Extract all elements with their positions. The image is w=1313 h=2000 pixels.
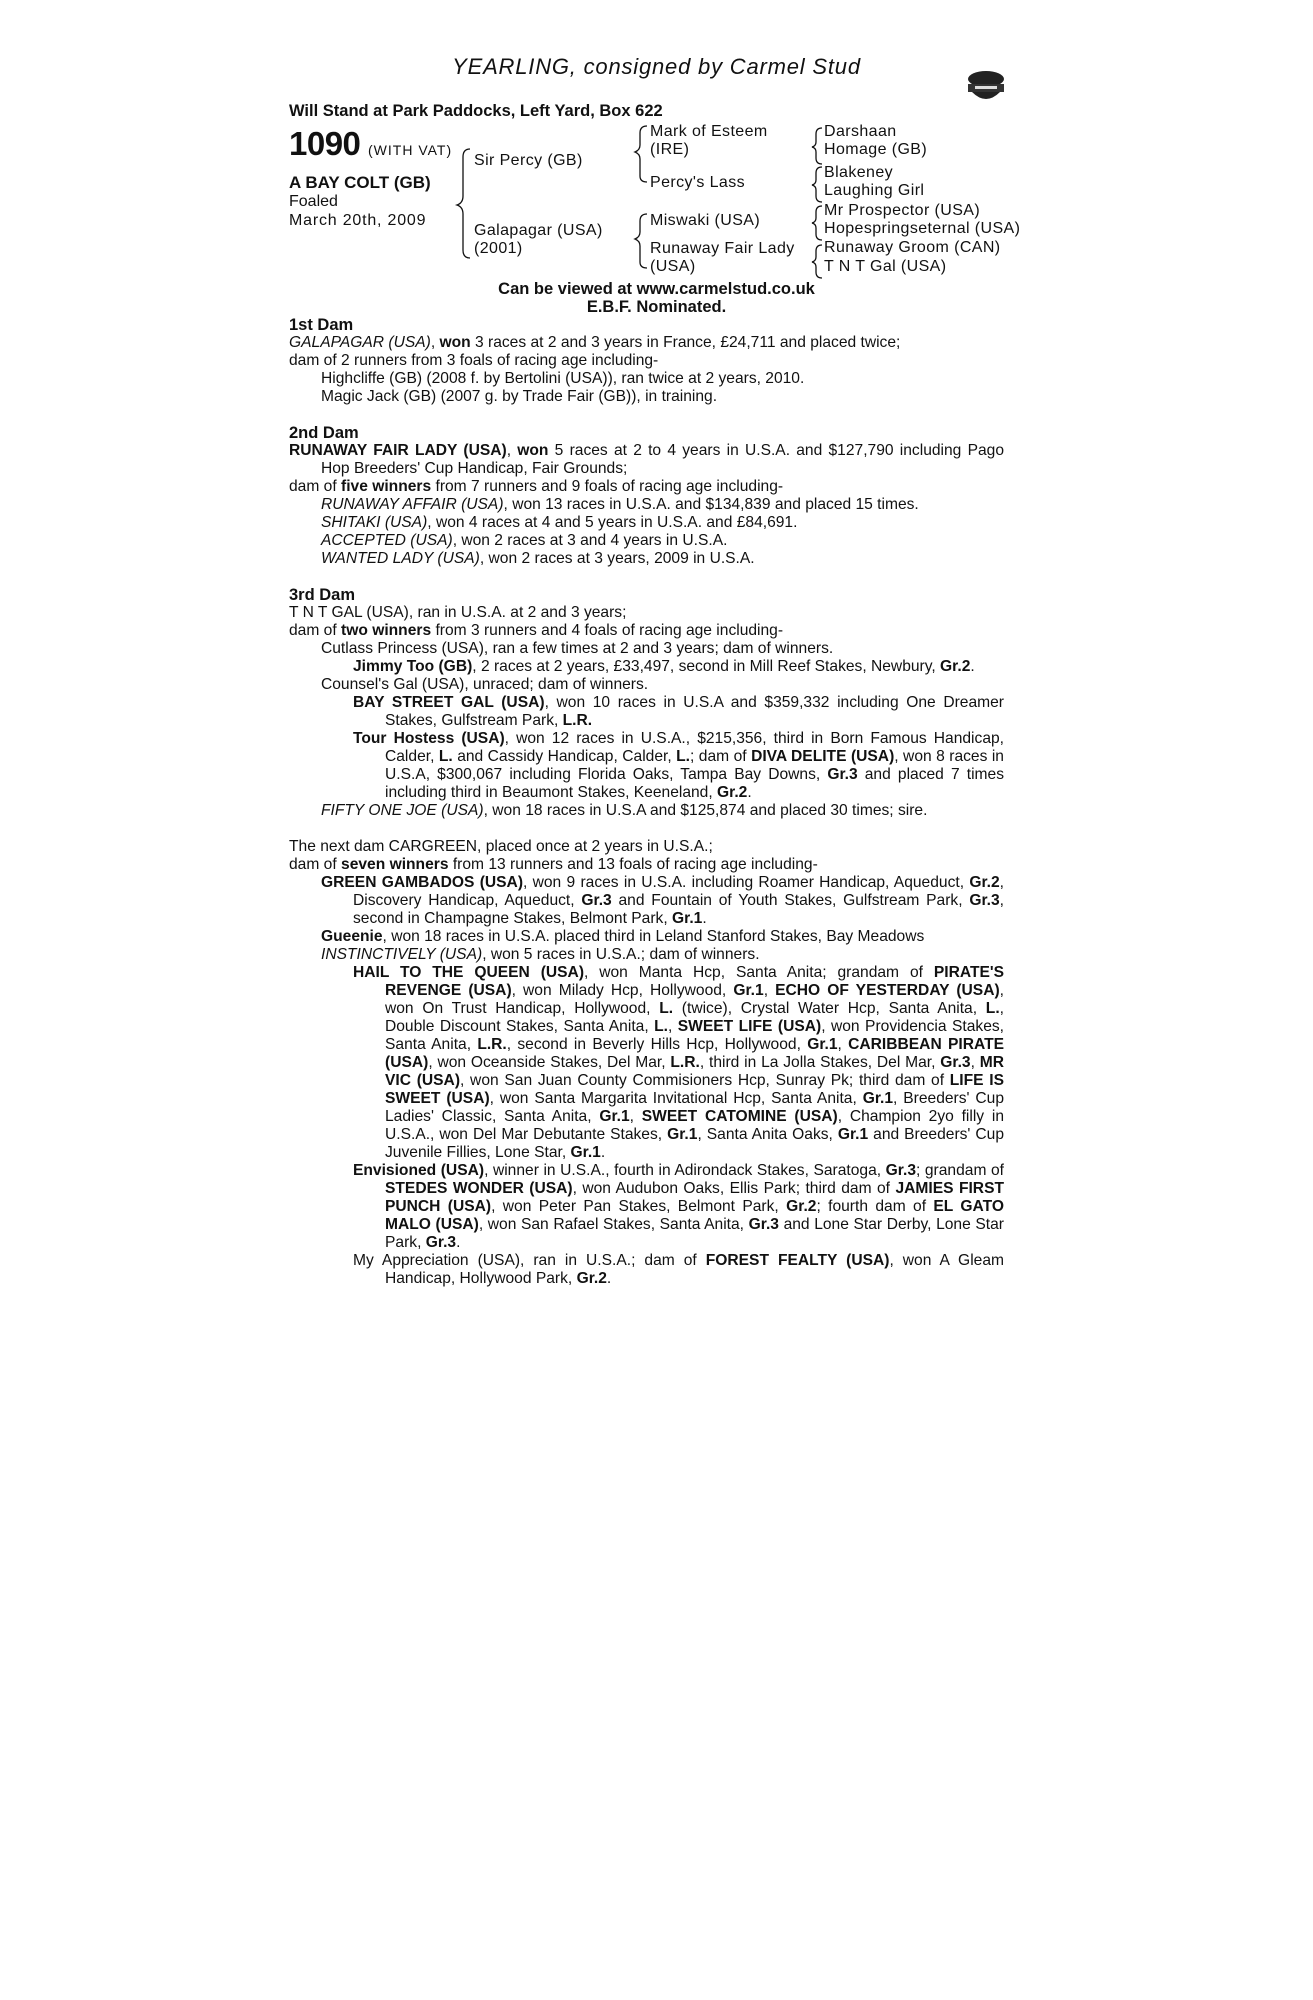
text: , won Oceanside Stakes, Del Mar, (428, 1054, 671, 1071)
text: , won 4 races at 4 and 5 years in U.S.A. and £84,691. (427, 514, 798, 531)
text: , won 2 races at 3 years, 2009 in U.S.A. (479, 550, 755, 567)
grade: Gr.1 (671, 910, 703, 927)
text: , won Peter Pan Stakes, Belmont Park, (491, 1198, 787, 1215)
horse-name: GREEN GAMBADOS (USA) (321, 874, 524, 891)
viewing-note: Can be viewed at www.carmelstud.co.uk (498, 280, 815, 298)
grade: Gr.2 (717, 784, 748, 801)
record-text: including Pago Hop Breeders' Cup Handicap, Fair Grounds; (321, 442, 1005, 477)
grade: Gr.1 (570, 1144, 601, 1161)
produce-item (289, 1252, 1004, 1288)
produce-item (289, 496, 1004, 514)
text: and Cassidy Handicap, Calder, (452, 748, 677, 765)
lot-number: 1090 (289, 125, 361, 162)
sire: Sir Percy (GB) (474, 152, 583, 169)
text: . (600, 1144, 606, 1161)
text: , (667, 1018, 678, 1035)
sire-dam: Percy's Lass (650, 174, 745, 191)
winner-count: five winners (341, 478, 432, 495)
grade: Gr.1 (837, 1126, 869, 1143)
horse-name: RUNAWAY AFFAIR (USA) (321, 496, 504, 513)
text: ; grandam of (916, 1162, 1004, 1179)
sire-sire-country: (IRE) (650, 141, 690, 158)
won-text: won (517, 442, 549, 459)
produce-item: Counsel's Gal (USA), unraced; dam of winners. (321, 676, 649, 693)
second-dam-heading: 2nd Dam (289, 424, 359, 442)
text: , won On Trust Handicap, Hollywood, (385, 982, 1004, 1017)
won-text: won (439, 334, 471, 351)
text: ; fourth dam of (816, 1198, 934, 1215)
grade: Gr.1 (807, 1036, 838, 1053)
horse-name: Gueenie (321, 928, 383, 945)
grade: Gr.3 (827, 766, 858, 783)
dam-dam-country: (USA) (650, 258, 696, 275)
produce-item (289, 802, 1004, 820)
grade: L. (985, 1000, 1000, 1017)
dam-dam: Runaway Fair Lady (650, 240, 795, 257)
text: from 7 runners and 9 foals of racing age including- (431, 478, 784, 495)
text: . (456, 1234, 461, 1251)
text: , won 9 races in U.S.A. including Roamer Handicap, Aqueduct, (523, 874, 970, 891)
grade: Gr.3 (940, 1054, 971, 1071)
text: and Breeders' Cup Juvenile Fillies, Lone Star, (385, 1126, 1004, 1161)
text: , won Manta Hcp, Santa Anita; grandam of (584, 964, 934, 981)
text: , won 8 races in U.S.A, $300,067 including Florida Oaks, Tampa Bay Downs, (385, 748, 1004, 783)
produce-item (289, 1162, 1004, 1252)
text: , second in Beverly Hills Hcp, Hollywood, (506, 1036, 808, 1053)
horse-name: FOREST FEALTY (USA) (705, 1252, 890, 1269)
horse-name: Jimmy Too (GB) (353, 658, 473, 675)
dam-year: (2001) (474, 240, 523, 257)
ped-ddd: T N T Gal (USA) (824, 258, 947, 275)
text: , second in Champagne Stakes, Belmont Park, (353, 892, 1005, 927)
grade: Gr.3 (425, 1234, 457, 1251)
text: , won 2 races at 3 and 4 years in U.S.A. (452, 532, 728, 549)
horse-name: JAMIES FIRST PUNCH (USA) (385, 1180, 1004, 1215)
grade: Gr.1 (733, 982, 764, 999)
ped-dsd: Hopespringseternal (USA) (824, 220, 1021, 237)
ped-dss: Mr Prospector (USA) (824, 202, 981, 219)
third-dam-record: T N T GAL (USA), ran in U.S.A. at 2 and 3 years; (289, 604, 627, 621)
text: , Double Discount Stakes, Santa Anita, (385, 1000, 1004, 1035)
grade: L. (659, 1000, 674, 1017)
text: , Discovery Handicap, Aqueduct, (353, 874, 1004, 909)
text: , won Providencia Stakes, Santa Anita, (385, 1018, 1004, 1053)
produce-item: Highcliffe (GB) (2008 f. by Bertolini (USA)), ran twice at 2 years, 2010. (321, 370, 805, 387)
text: , won 12 races in U.S.A., $215,356, third in Born Famous Handicap, Calder, (385, 730, 1004, 765)
text: , won 5 races in U.S.A.; dam of winners. (482, 946, 760, 963)
produce-item (289, 658, 1004, 676)
ped-sss: Darshaan (824, 123, 897, 140)
winner-count: seven winners (341, 856, 449, 873)
text: and placed 7 times including third in Beaumont Stakes, Keeneland, (385, 766, 1004, 801)
grade: Gr.2 (940, 658, 971, 675)
text: , winner in U.S.A., fourth in Adirondack Stakes, Saratoga, (484, 1162, 886, 1179)
horse-name: ACCEPTED (USA) (321, 532, 453, 549)
horse-name: Envisioned (USA) (353, 1162, 485, 1179)
produce-summary (289, 856, 1004, 874)
text: , won 18 races in U.S.A and $125,874 and placed 30 times; sire. (483, 802, 928, 819)
grade: L.R. (562, 712, 593, 729)
text: , won 18 races in U.S.A. placed third in Leland Stanford Stakes, Bay Meadows (382, 928, 925, 945)
horse-name: SWEET CATOMINE (USA) (641, 1108, 838, 1125)
ped-dds: Runaway Groom (CAN) (824, 239, 1001, 256)
text: , won Santa Margarita Invitational Hcp, Santa Anita, (489, 1090, 863, 1107)
first-dam-record: GALAPAGAR (USA), won 3 races at 2 and 3 years in France, £24,711 and placed twice; (289, 334, 901, 351)
text: , (763, 982, 776, 999)
horse-name: INSTINCTIVELY (USA) (321, 946, 483, 963)
horse-name: LIFE IS SWEET (USA) (385, 1072, 1004, 1107)
record-text: 3 races at 2 and 3 years in France, £24,711 and placed twice; (470, 334, 901, 351)
grade: Gr.1 (862, 1090, 894, 1107)
text: . (970, 658, 975, 675)
dam-sire: Miswaki (USA) (650, 212, 761, 229)
text: dam of (289, 856, 342, 873)
horse-name: DIVA DELITE (USA) (751, 748, 895, 765)
ped-sdd: Laughing Girl (824, 182, 925, 199)
ped-ssd: Homage (GB) (824, 141, 928, 158)
text: , (970, 1054, 980, 1071)
grade: L.R. (477, 1036, 507, 1053)
grade: Gr.3 (969, 892, 1000, 909)
next-dam-record: The next dam CARGREEN, placed once at 2 years in U.S.A.; (289, 838, 713, 855)
produce-item (289, 928, 1004, 946)
grade: Gr.2 (969, 874, 1000, 891)
horse-name: PIRATE'S REVENGE (USA) (385, 964, 1004, 999)
produce-item: Magic Jack (GB) (2007 g. by Trade Fair (GB)), in training. (321, 388, 718, 405)
horse-name: HAIL TO THE QUEEN (USA) (353, 964, 585, 981)
grade: L. (676, 748, 690, 765)
foaled-date: March 20th, 2009 (289, 212, 427, 229)
record-text: 5 races at 2 to 4 years in U.S.A. and $127,790 (548, 442, 894, 459)
text: . (606, 1270, 612, 1287)
horse-name: SWEET LIFE (USA) (677, 1018, 822, 1035)
text: and Fountain of Youth Stakes, Gulfstream Park, (611, 892, 970, 909)
text: , 2 races at 2 years, £33,497, second in Mill Reef Stakes, Newbury, (472, 658, 941, 675)
text: , won 10 races in U.S.A and $359,332 including One Dreamer Stakes, Gulfstream Park, (385, 694, 1005, 729)
text: . (702, 910, 707, 927)
horse-name: MR VIC (USA) (385, 1054, 1005, 1089)
horse-description: A BAY COLT (GB) (289, 173, 431, 192)
vat-note: (WITH VAT) (368, 142, 453, 158)
text: , (629, 1108, 642, 1125)
text: . (747, 784, 752, 801)
text: dam of (289, 622, 342, 639)
horse-name: EL GATO MALO (USA) (385, 1198, 1004, 1233)
produce-item: Cutlass Princess (USA), ran a few times at 2 and 3 years; dam of winners. (321, 640, 834, 657)
grade: L.R. (670, 1054, 700, 1071)
text: , won A Gleam Handicap, Hollywood Park, (385, 1252, 1004, 1287)
horse-name: CARIBBEAN PIRATE (USA) (385, 1036, 1004, 1071)
text: from 13 runners and 13 foals of racing age including- (448, 856, 818, 873)
grade: L. (654, 1018, 668, 1035)
third-dam-heading: 3rd Dam (289, 586, 356, 604)
text: , won San Juan County Commisioners Hcp, Sunray Pk; third dam of (460, 1072, 950, 1089)
produce-item (289, 532, 1004, 550)
horse-name: FIFTY ONE JOE (USA) (321, 802, 484, 819)
stand-location: Will Stand at Park Paddocks, Left Yard, Box 622 (289, 102, 663, 120)
text: , won San Rafael Stakes, Santa Anita, (478, 1216, 749, 1233)
horse-name: SHITAKI (USA) (321, 514, 428, 531)
grade: Gr.2 (786, 1198, 817, 1215)
sire-sire: Mark of Esteem (650, 123, 768, 140)
second-dam-record: RUNAWAY FAIR LADY (USA), won 5 races at 2 to 4 years in U.S.A. and $127,790 including Pago Hop Breeders' Cup Handicap, Fair Grounds; (289, 442, 1005, 477)
ped-sds: Blakeney (824, 164, 894, 181)
produce-item (289, 874, 1004, 928)
horse-name: ECHO OF YESTERDAY (USA) (775, 982, 1000, 999)
text: (twice), Crystal Water Hcp, Santa Anita, (673, 1000, 986, 1017)
horse-name: GALAPAGAR (USA) (289, 334, 431, 351)
produce-item (289, 964, 1004, 1162)
grade: Gr.3 (885, 1162, 916, 1179)
text: , Breeders' Cup Ladies' Classic, Santa Anita, (385, 1090, 1005, 1125)
text: ; dam of (690, 748, 752, 765)
grade: Gr.2 (576, 1270, 607, 1287)
produce-item (289, 550, 1004, 568)
produce-summary (289, 622, 1004, 640)
first-dam-heading: 1st Dam (289, 316, 354, 334)
dam-line-text (289, 316, 1004, 1288)
text: , Santa Anita Oaks, (697, 1126, 838, 1143)
grade: Gr.3 (748, 1216, 779, 1233)
text: and Lone Star Derby, Lone Star Park, (385, 1216, 1004, 1251)
horse-name: RUNAWAY FAIR LADY (USA) (289, 442, 507, 459)
text: from 3 runners and 4 foals of racing age including- (431, 622, 784, 639)
foaled-label: Foaled (289, 193, 338, 210)
text: , won 13 races in U.S.A. and $134,839 and placed 15 times. (503, 496, 919, 513)
page-title: YEARLING, consigned by Carmel Stud (452, 54, 861, 79)
dam: Galapagar (USA) (474, 222, 603, 239)
horse-name: BAY STREET GAL (USA) (353, 694, 545, 711)
text: My Appreciation (USA), ran in U.S.A.; dam of (353, 1252, 706, 1269)
horse-name: STEDES WONDER (USA) (385, 1180, 573, 1197)
produce-item (289, 694, 1004, 730)
grade: Gr.1 (599, 1108, 630, 1125)
text: , third in La Jolla Stakes, Del Mar, (699, 1054, 941, 1071)
produce-item (289, 730, 1004, 802)
horse-name: Tour Hostess (USA) (353, 730, 505, 747)
grade: Gr.3 (581, 892, 612, 909)
grade: L. (438, 748, 453, 765)
winner-count: two winners (341, 622, 432, 639)
text: , Champion 2yo filly in U.S.A., won Del Mar Debutante Stakes, (385, 1108, 1004, 1143)
text: , (837, 1036, 849, 1053)
produce-item (289, 514, 1004, 532)
produce-item (289, 946, 1004, 964)
horse-name: WANTED LADY (USA) (321, 550, 480, 567)
ebf-note: E.B.F. Nominated. (586, 298, 727, 316)
produce-summary (289, 478, 1004, 496)
text: , won Audubon Oaks, Ellis Park; third dam of (572, 1180, 896, 1197)
grade: Gr.1 (667, 1126, 698, 1143)
text: , won Milady Hcp, Hollywood, (511, 982, 734, 999)
produce-summary: dam of 2 runners from 3 foals of racing age including- (289, 352, 659, 369)
text: dam of (289, 478, 342, 495)
